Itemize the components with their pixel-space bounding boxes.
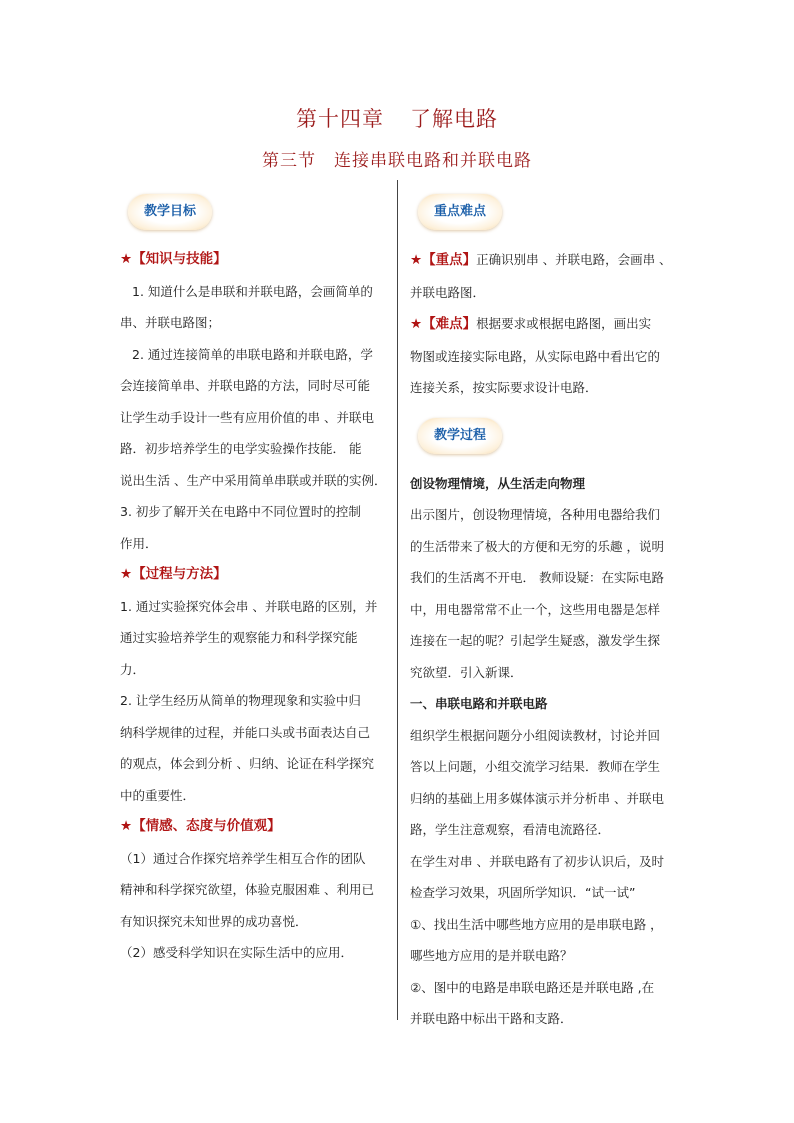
part1-line: ①、找出生活中哪些地方应用的是串联电路 ， [410, 916, 663, 932]
part1-line: ②、图中的电路是串联电路还是并联电路 ,在 [410, 979, 655, 995]
process-line: 1. 通过实验探究体会串 、并联电路的区别，并 [120, 598, 378, 614]
chapter-name: 了解电路 [410, 107, 498, 131]
column-divider [397, 180, 398, 1020]
difficulty-line: 连接关系，按实际要求设计电路． [410, 380, 598, 395]
part1-line: 在学生对串 、并联电路有了初步认识后，及时 [410, 853, 664, 869]
left-column [120, 190, 390, 969]
scene-line: 连接在一起的呢？引起学生疑惑，激发学生探 [410, 633, 661, 648]
emotion-line: （2）感受科学知识在实际生活中的应用． [120, 945, 353, 960]
difficulty-text: 根据要求或根据电路图，画出实 [476, 316, 652, 331]
emotion-line: 精神和科学探究欲望，体验克服困难 、利用已 [120, 882, 374, 897]
emotion-line: 有知识探究未知世界的成功喜悦． [120, 913, 308, 929]
part1-line: 并联电路中标出干路和支路． [410, 1011, 573, 1026]
scene-line: 出示图片，创设物理情境，各种用电器给我们 [410, 507, 661, 522]
part1-title: 一、串联电路和并联电路 [410, 696, 548, 711]
knowledge-line: 2. 通过连接简单的串联电路和并联电路，学 [132, 346, 373, 362]
part1-line: 哪些地方应用的是并联电路？ [410, 948, 573, 963]
process-line: 2. 让学生经历从简单的物理现象和实验中归 [120, 693, 361, 708]
right-column [410, 190, 685, 1035]
part1-line: 答以上问题，小组交流学习结果．教师在学生 [410, 759, 661, 774]
process-line: 通过实验培养学生的观察能力和科学探究能 [120, 630, 358, 645]
badge-teaching-goals: 教学目标 [128, 194, 212, 230]
chapter-title [0, 103, 794, 133]
part1-line: 归纳的基础上用多媒体演示并分析串 、并联电 [410, 790, 664, 806]
knowledge-line: 1. 知道什么是串联和并联电路，会画简单的 [132, 283, 373, 299]
difficulty-line: 物图或连接实际电路，从实际电路中看出它的 [410, 348, 661, 364]
heading-knowledge: ★【知识与技能】 [120, 251, 227, 267]
difficulty-heading: ★【难点】 [410, 316, 477, 332]
part1-line: 路，学生注意观察，看清电流路径． [410, 822, 611, 837]
section-title [0, 146, 794, 171]
knowledge-line: 说出生活 、生产中采用简单串联或并联的实例． [120, 472, 387, 488]
part1-line: 检查学习效果，巩固所学知识．“试一试” [410, 885, 636, 900]
scene-line: 我们的生活离不开电． 教师设疑：在实际电路 [410, 570, 664, 585]
scene-title: 创设物理情境，从生活走向物理 [410, 475, 586, 491]
heading-emotion: ★【情感、态度与价值观】 [120, 818, 281, 834]
scene-line: 中，用电器常常不止一个，这些用电器是怎样 [410, 601, 661, 617]
knowledge-line: 作用． [120, 535, 158, 551]
emotion-line: （1）通过合作探究培养学生相互合作的团队 [120, 850, 366, 866]
process-line: 的观点，体会到分析 、归纳、论证在科学探究 [120, 756, 374, 771]
key-point-line: 并联电路图． [410, 284, 486, 300]
section-name: 连接串联电路和并联电路 [334, 151, 532, 171]
knowledge-line: 串、并联电路图； [120, 315, 221, 330]
key-point [410, 244, 685, 277]
process-line: 纳科学规律的过程，并能口头或书面表达自己 [120, 724, 371, 740]
key-point-text: 正确识别串 、并联电路，会画串 、 [476, 252, 672, 267]
scene-line: 的生活带来了极大的方便和无穷的乐趣 ，说明 [410, 538, 664, 554]
badge-key-points: 重点难点 [418, 194, 502, 230]
knowledge-line: 会连接简单串、并联电路的方法，同时尽可能 [120, 378, 371, 393]
section-number: 第三节 [262, 151, 316, 171]
process-line: 力． [120, 661, 146, 677]
knowledge-line: 路．初步培养学生的电学实验操作技能． 能 [120, 441, 362, 456]
key-point-heading: ★【重点】 [410, 252, 477, 268]
knowledge-line: 3. 初步了解开关在电路中不同位置时的控制 [120, 504, 361, 519]
process-line: 中的重要性． [120, 787, 196, 803]
badge-teaching-process: 教学过程 [418, 418, 502, 454]
heading-process: ★【过程与方法】 [120, 566, 227, 582]
knowledge-line: 让学生动手设计一些有应用价值的串 、并联电 [120, 409, 374, 425]
scene-line: 究欲望．引入新课． [410, 664, 523, 680]
chapter-number: 第十四章 [296, 107, 384, 131]
part1-line: 组织学生根据问题分小组阅读教材，讨论并回 [410, 727, 661, 743]
difficulty [410, 308, 685, 341]
